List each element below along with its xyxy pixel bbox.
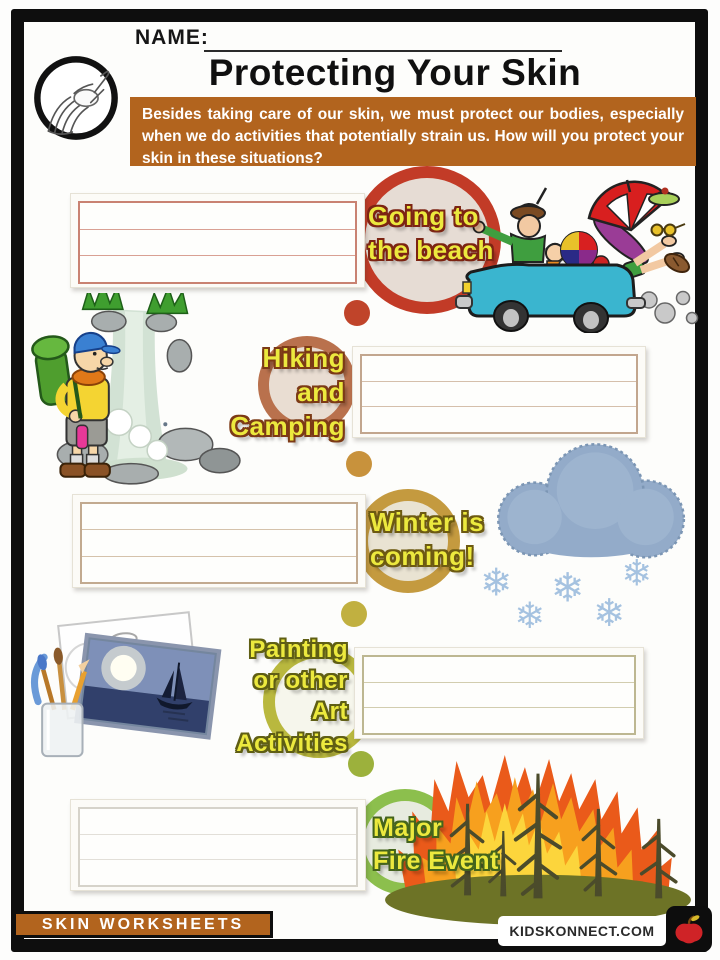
- label-going-to-the-beach: Going to the beach: [368, 201, 494, 265]
- divider-dot: [348, 751, 374, 777]
- answer-box-winter: [72, 494, 366, 588]
- name-label: NAME:: [135, 26, 209, 49]
- svg-text:❄: ❄: [480, 560, 513, 606]
- series-bar: SKIN WORKSHEETS: [13, 911, 273, 938]
- svg-text:❄: ❄: [593, 590, 626, 630]
- label-hiking-and-camping: Hiking and Camping: [230, 343, 345, 441]
- answer-box-art: [354, 647, 644, 739]
- answer-line[interactable]: [82, 556, 356, 582]
- snowflake-icon: [480, 552, 652, 630]
- divider-dot: [341, 601, 367, 627]
- answer-line[interactable]: [80, 809, 356, 834]
- label-winter-is-coming: Winter is coming!: [370, 507, 485, 571]
- svg-text:❄: ❄: [550, 564, 585, 612]
- site-label: KIDSKONNECT.COM: [498, 916, 666, 946]
- page-title: Protecting Your Skin: [208, 52, 582, 93]
- divider-dot: [346, 451, 372, 477]
- answer-box-fire: [70, 799, 366, 891]
- flying-sandal-icon: [662, 250, 692, 275]
- answer-line[interactable]: [80, 834, 356, 860]
- answer-line[interactable]: [80, 255, 355, 282]
- answer-box-beach: [70, 193, 365, 288]
- answer-line[interactable]: [82, 529, 356, 555]
- hiker-waterfall-illustration: [12, 293, 244, 490]
- svg-text:❄: ❄: [621, 551, 652, 595]
- flying-sunglasses-icon: [652, 224, 686, 236]
- answer-line[interactable]: [362, 381, 636, 407]
- winter-clouds-snow-illustration: [468, 418, 700, 635]
- answer-line[interactable]: [362, 356, 636, 381]
- label-major-fire-event: Major Fire Event: [373, 814, 499, 875]
- answer-line[interactable]: [80, 859, 356, 885]
- answer-line[interactable]: [80, 203, 355, 229]
- kidskonnect-apple-logo: [666, 906, 712, 952]
- answer-line[interactable]: [80, 229, 355, 256]
- instructions-box: Besides taking care of our skin, we must protect our bodies, especially when we do activities that potentially strain us. How will you protect your skin in these situations?: [130, 97, 696, 166]
- skin-hands-icon: [30, 52, 122, 144]
- art-painting-illustration: [28, 610, 240, 773]
- answer-line[interactable]: [364, 707, 634, 733]
- label-painting-art-activities: Painting or other Art Activities: [236, 636, 348, 757]
- answer-line[interactable]: [82, 504, 356, 529]
- answer-line[interactable]: [364, 657, 634, 682]
- name-input-line[interactable]: [204, 24, 562, 52]
- svg-text:❄: ❄: [514, 593, 545, 630]
- answer-line[interactable]: [364, 682, 634, 708]
- divider-dot: [344, 300, 370, 326]
